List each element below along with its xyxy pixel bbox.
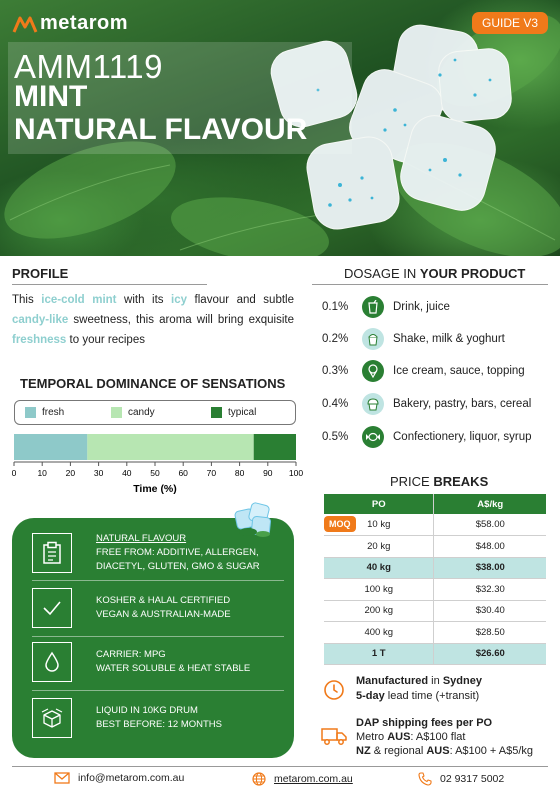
profile-heading: PROFILE bbox=[12, 266, 69, 281]
price-row bbox=[324, 514, 546, 536]
feature-text bbox=[96, 594, 231, 622]
profile-text-segment: This bbox=[12, 294, 42, 306]
dosage-heading-bold: YOUR PRODUCT bbox=[419, 266, 526, 281]
po-quantity: 100 kg bbox=[324, 579, 434, 601]
dosage-row bbox=[322, 393, 531, 415]
dosage-row bbox=[322, 328, 505, 350]
ship-regional-fee: : A$100 + A$5/kg bbox=[449, 745, 534, 757]
email-link[interactable]: info@metarom.com.au bbox=[78, 772, 185, 784]
temporal-heading: TEMPORAL DOMINANCE OF SENSATIONS bbox=[20, 376, 286, 391]
dosage-percent: 0.1% bbox=[322, 301, 349, 313]
feature-text bbox=[96, 648, 250, 676]
x-tick-label: 0 bbox=[11, 468, 17, 478]
profile-text-segment: to your recipes bbox=[66, 334, 145, 346]
ship-metro-fee: : A$100 flat bbox=[410, 731, 466, 743]
price-row bbox=[324, 579, 546, 601]
phone-icon bbox=[418, 772, 432, 786]
price-row bbox=[324, 622, 546, 644]
shipping-info bbox=[356, 716, 533, 758]
feature-text bbox=[96, 704, 222, 732]
price-per-kg: $26.60 bbox=[434, 643, 546, 665]
logo-text: metarom bbox=[40, 12, 128, 34]
feature-line: CARRIER: MPG bbox=[96, 649, 166, 660]
price-row bbox=[324, 536, 546, 558]
brand-logo[interactable] bbox=[12, 12, 128, 35]
dosage-label: Bakery, pastry, bars, cereal bbox=[393, 398, 532, 410]
feature-text bbox=[96, 532, 260, 574]
profile-highlight: ice-cold mint bbox=[41, 294, 117, 306]
guide-version-badge: GUIDE V3 bbox=[472, 12, 548, 34]
dosage-percent: 0.5% bbox=[322, 431, 349, 443]
col-po-header: PO bbox=[324, 494, 434, 514]
delivery-truck-icon bbox=[320, 726, 348, 746]
x-tick-label: 30 bbox=[93, 468, 104, 478]
x-tick-label: 50 bbox=[150, 468, 160, 478]
feature-line: KOSHER & HALAL CERTIFIED bbox=[96, 595, 231, 606]
x-tick-label: 60 bbox=[178, 468, 188, 478]
po-quantity: 20 kg bbox=[324, 536, 434, 558]
price-heading-plain: PRICE bbox=[390, 474, 434, 489]
legend-item-candy bbox=[111, 407, 155, 418]
dosage-label: Ice cream, sauce, topping bbox=[393, 365, 525, 377]
po-quantity: 400 kg bbox=[324, 622, 434, 644]
feature-line: NATURAL FLAVOUR bbox=[96, 533, 187, 544]
x-tick-label: 70 bbox=[206, 468, 217, 478]
feature-line: FREE FROM: ADDITIVE, ALLERGEN, bbox=[96, 547, 259, 558]
po-quantity: 10 kg bbox=[324, 514, 434, 536]
x-tick-label: 20 bbox=[65, 468, 76, 478]
product-title bbox=[14, 80, 307, 146]
legend-swatch bbox=[25, 407, 36, 418]
footer-email[interactable] bbox=[54, 772, 184, 784]
mfg-bold: Manufactured bbox=[356, 675, 429, 687]
feature-item bbox=[32, 698, 222, 738]
ship-metro-plain: Metro bbox=[356, 731, 388, 743]
x-tick-label: 100 bbox=[288, 468, 304, 478]
feature-divider bbox=[32, 690, 284, 691]
profile-highlight: freshness bbox=[12, 334, 67, 346]
price-per-kg: $38.00 bbox=[434, 557, 546, 579]
droplet-icon bbox=[32, 642, 72, 682]
legend-swatch bbox=[211, 407, 222, 418]
profile-rule bbox=[12, 284, 207, 285]
clock-icon bbox=[322, 678, 346, 702]
x-axis-label: Time (%) bbox=[133, 483, 177, 495]
feature-divider bbox=[32, 580, 284, 581]
col-price-header: A$/kg bbox=[434, 494, 546, 514]
feature-line: DIACETYL, GLUTEN, GMO & SUGAR bbox=[96, 561, 260, 572]
cupcake-icon bbox=[362, 393, 384, 415]
checkmark-icon bbox=[32, 588, 72, 628]
x-tick-label: 40 bbox=[122, 468, 132, 478]
dosage-label: Shake, milk & yoghurt bbox=[393, 333, 505, 345]
legend-label: candy bbox=[128, 407, 155, 418]
product-code: AMM1119 bbox=[14, 48, 164, 85]
bar-segment-typical bbox=[254, 434, 296, 460]
feature-item bbox=[32, 588, 231, 628]
price-per-kg: $28.50 bbox=[434, 622, 546, 644]
feature-line: VEGAN & AUSTRALIAN-MADE bbox=[96, 609, 231, 620]
website-link[interactable]: metarom.com.au bbox=[274, 773, 353, 785]
legend-swatch bbox=[111, 407, 122, 418]
dosage-percent: 0.3% bbox=[322, 365, 349, 377]
po-quantity: 200 kg bbox=[324, 600, 434, 622]
box-icon bbox=[32, 698, 72, 738]
manufacturing-info bbox=[356, 674, 482, 704]
footer-rule bbox=[12, 766, 548, 767]
feature-item bbox=[32, 532, 260, 574]
milkshake-icon bbox=[362, 328, 384, 350]
shipping-heading: DAP shipping fees per PO bbox=[356, 717, 493, 729]
profile-highlight: icy bbox=[171, 294, 188, 306]
ice-cream-icon bbox=[362, 360, 384, 382]
ship-nz-bold: NZ bbox=[356, 745, 371, 757]
moq-badge: MOQ bbox=[324, 516, 356, 532]
lead-days: 5-day bbox=[356, 690, 385, 702]
x-tick-label: 10 bbox=[37, 468, 47, 478]
x-tick-label: 90 bbox=[263, 468, 273, 478]
profile-text-segment: flavour and subtle bbox=[187, 294, 294, 306]
profile-text-segment: with its bbox=[116, 294, 172, 306]
logo-mark-icon bbox=[12, 14, 38, 34]
profile-highlight: candy-like bbox=[12, 314, 69, 326]
mfg-plain: in bbox=[428, 675, 443, 687]
phone-number[interactable]: 02 9317 5002 bbox=[440, 773, 505, 785]
envelope-icon bbox=[54, 772, 70, 784]
po-quantity: 40 kg bbox=[324, 557, 434, 579]
price-header-row bbox=[324, 494, 546, 514]
ship-regional-plain: & regional bbox=[370, 745, 427, 757]
footer-website[interactable] bbox=[252, 772, 353, 786]
dosage-label: Drink, juice bbox=[393, 301, 450, 313]
footer-phone[interactable] bbox=[418, 772, 504, 786]
legend-label: fresh bbox=[42, 407, 65, 418]
x-tick-label: 80 bbox=[234, 468, 245, 478]
dosage-rule bbox=[312, 284, 548, 285]
ship-regional-bold: AUS bbox=[426, 745, 450, 757]
price-breaks-table bbox=[324, 494, 546, 665]
title-line-2: NATURAL FLAVOUR bbox=[14, 113, 308, 146]
po-quantity: 1 T bbox=[324, 643, 434, 665]
profile-description bbox=[12, 290, 294, 350]
title-line-1: MINT bbox=[14, 80, 88, 113]
price-heading-bold: BREAKS bbox=[433, 474, 489, 489]
feature-line: LIQUID IN 10KG DRUM bbox=[96, 705, 198, 716]
clipboard-icon bbox=[32, 533, 72, 573]
price-per-kg: $48.00 bbox=[434, 536, 546, 558]
price-per-kg: $32.30 bbox=[434, 579, 546, 601]
dosage-row bbox=[322, 296, 450, 318]
mfg-city: Sydney bbox=[442, 675, 482, 687]
ship-metro-bold: AUS bbox=[387, 731, 411, 743]
dosage-label: Confectionery, liquor, syrup bbox=[393, 431, 532, 443]
temporal-dominance-chart bbox=[0, 428, 310, 502]
bar-segment-candy bbox=[87, 434, 253, 460]
price-per-kg: $30.40 bbox=[434, 600, 546, 622]
feature-line: BEST BEFORE: 12 MONTHS bbox=[96, 719, 222, 730]
price-heading bbox=[390, 474, 488, 489]
hero-banner bbox=[0, 0, 560, 256]
dosage-heading-plain: DOSAGE IN bbox=[344, 266, 420, 281]
feature-divider bbox=[32, 636, 284, 637]
price-row bbox=[324, 643, 546, 665]
drink-icon bbox=[362, 296, 384, 318]
feature-line: WATER SOLUBLE & HEAT STABLE bbox=[96, 663, 251, 674]
feature-item bbox=[32, 642, 250, 682]
legend-item-fresh bbox=[25, 407, 64, 418]
dosage-heading bbox=[344, 266, 525, 281]
chart-legend bbox=[14, 400, 296, 425]
bar-segment-fresh bbox=[14, 434, 87, 460]
price-row bbox=[324, 600, 546, 622]
legend-item-typical bbox=[211, 407, 256, 418]
price-row bbox=[324, 557, 546, 579]
candy-icon bbox=[362, 426, 384, 448]
dosage-percent: 0.2% bbox=[322, 333, 349, 345]
globe-icon bbox=[252, 772, 266, 786]
price-per-kg: $58.00 bbox=[434, 514, 546, 536]
legend-label: typical bbox=[228, 407, 257, 418]
lead-time-text: lead time (+transit) bbox=[384, 690, 480, 702]
dosage-row bbox=[322, 360, 525, 382]
profile-text-segment: sweetness, this aroma will bring exquisite bbox=[68, 314, 294, 326]
dosage-row bbox=[322, 426, 532, 448]
dosage-percent: 0.4% bbox=[322, 398, 349, 410]
